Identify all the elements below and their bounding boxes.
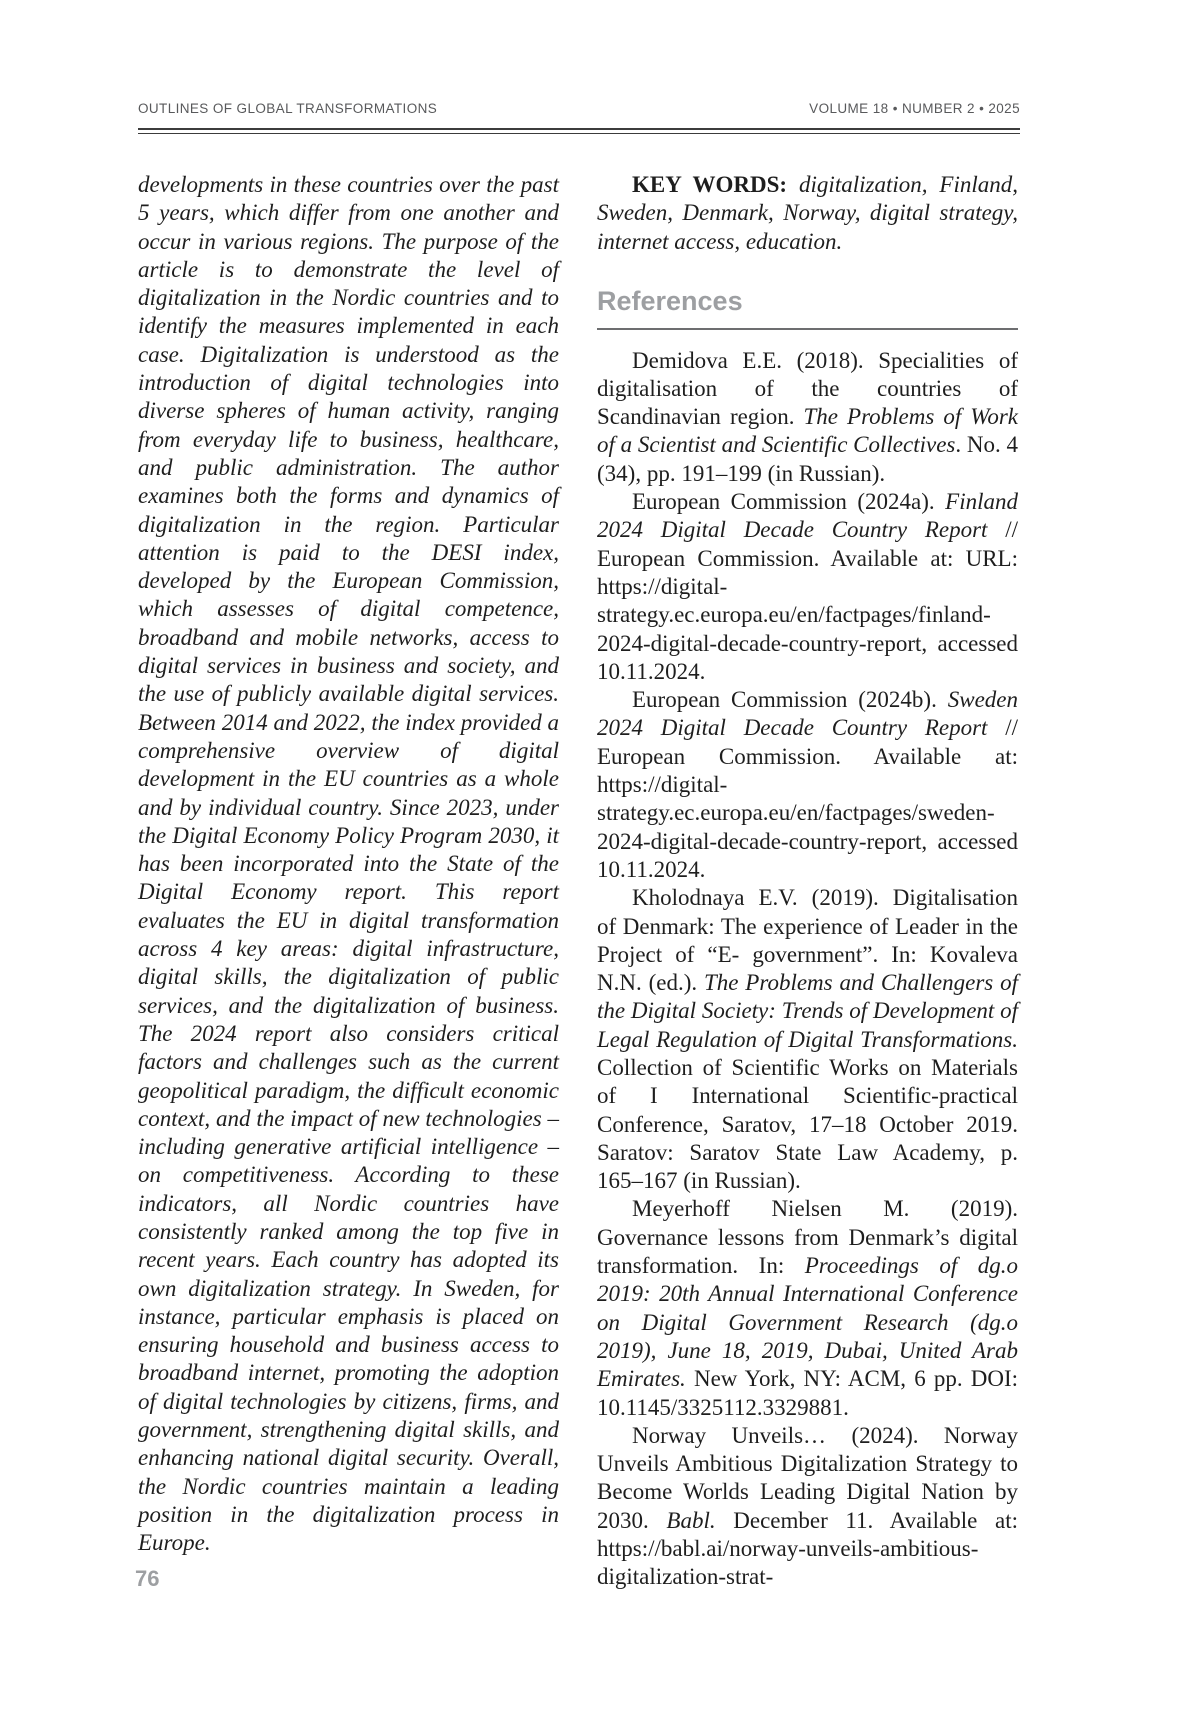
header-rule: [138, 128, 1020, 134]
keywords-paragraph: [597, 171, 1018, 256]
reference-item-5: Meyerhoff Nielsen M. (2019). Governance lessons from Denmark’s digital transformation. In: Proceedings of dg.o 2019: 20th Annual International Conference on Digital Government Research (dg.o 2019), June 18, 2019, Dubai, United Arab Emirates. New York, NY: ACM, 6 pp. DOI: 10.1145/3325112.3329881.: [597, 1196, 1018, 1420]
abstract-text: developments in these countries over the past 5 years, which differ from one another and occur in various regions. The purpose of the article is to demonstrate the level of digitalization in the Nordic countries and to identify the measures implemented in each case. Digitalization is understood as the introduction of digital technologies into diverse spheres of human activity, ranging from everyday life to business, healthcare, and public administration. The author examines both the forms and dynamics of digitalization in the region. Particular attention is paid to the DESI index, developed by the European Commission, which assesses of digital competence, broadband and mobile networks, access to digital services in business and society, and the use of publicly available digital services. Between 2014 and 2022, the index provided a comprehensive overview of digital development in the EU countries as a whole and by individual country. Since 2023, under the Digital Economy Policy Program 2030, it has been incorporated into the State of the Digital Economy report. This report evaluates the EU in digital transformation across 4 key areas: digital infrastructure, digital skills, the digitalization of public services, and the digitalization of business. The 2024 report also considers critical factors and challenges such as the current geopolitical paradigm, the difficult economic context, and the impact of new technologies – including generative artificial intelligence – on competitiveness. According to these indicators, all Nordic countries have consistently ranked among the top five in recent years. Each country has adopted its own digitalization strategy. In Sweden, for instance, particular emphasis is placed on ensuring household and business access to broadband internet, promoting the adoption of digital technologies by citizens, firms, and government, strengthening digital skills, and enhancing national digital security. Overall, the Nordic countries maintain a leading position in the digitalization process in Europe.: [138, 172, 559, 1556]
reference-item-2: European Commission (2024a). Finland 2024 Digital Decade Country Report // European Commission. Available at: URL: https://digital-strategy.ec.europa.eu/en/factpages/finland-2024-digital-decade-country-report, accessed 10.11.2024.: [597, 489, 1018, 684]
reference-item-3: European Commission (2024b). Sweden 2024 Digital Decade Country Report // European Commission. Available at: https://digital-strategy.ec.europa.eu/en/factpages/sweden-2024-digital-decade-country-report, accessed 10.11.2024.: [597, 687, 1018, 882]
keywords-label: KEY WORDS:: [632, 172, 788, 197]
journal-title: OUTLINES OF GLOBAL TRANSFORMATIONS: [138, 101, 438, 116]
keywords-text: digitalization, Finland, Sweden, Denmark, Norway, digital strategy, internet access, education.: [597, 172, 1019, 254]
page-number: 76: [135, 1566, 160, 1591]
reference-item-6: Norway Unveils… (2024). Norway Unveils Ambitious Digitalization Strategy to Become Worlds Leading Digital Nation by 2030. Babl. December 11. Available at: https://babl.ai/norway-unveils-ambitious-digitalization-strat-: [597, 1422, 1019, 1590]
references-heading: References: [597, 285, 743, 316]
abstract-column: [138, 171, 559, 1592]
issue-info: VOLUME 18 • NUMBER 2 • 2025: [809, 101, 1020, 116]
references-column: [597, 171, 1018, 1592]
reference-item-4: Kholodnaya E.V. (2019). Digitalisation of Denmark: The experience of Leader in the Project of “E- government”. In: Kovaleva N.N. (ed.). The Problems and Challengers of the Digital Society: Trends of Development of Legal Regulation of Digital Transformations. Collection of Scientific Works on Materials of I International Scientific-practical Conference, Saratov, 17–18 October 2019. Saratov: Saratov State Law Academy, p. 165–167 (in Russian).: [597, 885, 1018, 1194]
reference-item-1: Demidova E.E. (2018). Specialities of digitalisation of the countries of Scandinavian region. The Problems of Work of a Scientist and Scientific Collectives. No. 4 (34), pp. 191–199 (in Russian).: [597, 347, 1018, 486]
page-header: [138, 101, 1020, 116]
references-rule: [597, 328, 1018, 330]
two-column-body: [138, 171, 1018, 1592]
